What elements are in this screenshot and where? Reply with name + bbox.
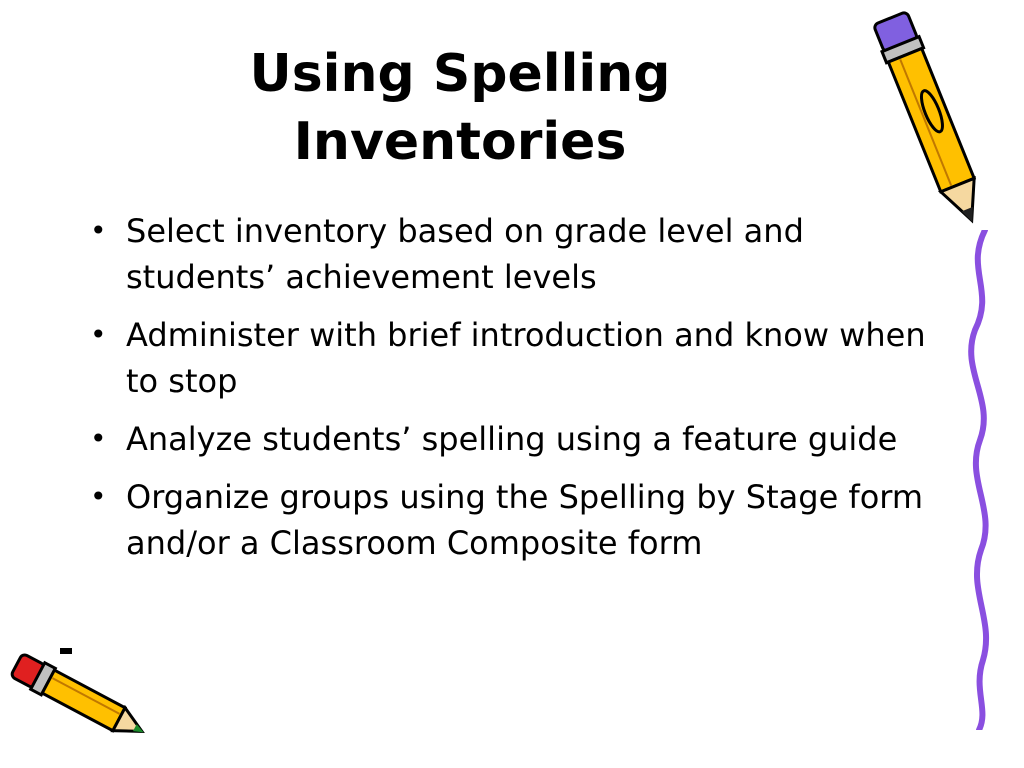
bullet-item: [80, 416, 930, 462]
bullet-dot: •: [90, 214, 107, 247]
bullet-dot: •: [90, 480, 107, 513]
bullet-text: Organize groups using the Spelling by Stage form and/or a Classroom Composite form: [126, 478, 924, 562]
title-line-1: Using Spelling: [249, 44, 671, 104]
bullet-text: Analyze students’ spelling using a feature guide: [126, 420, 898, 458]
bullet-dot: •: [90, 422, 107, 455]
bullet-item: [80, 312, 930, 404]
title-line-2: Inventories: [293, 112, 627, 172]
pencil-icon: [862, 2, 1002, 242]
pencil-icon: [0, 648, 160, 758]
slide-title: [140, 40, 780, 176]
bullet-list: [80, 208, 930, 578]
bullet-item: [80, 208, 930, 300]
bullet-text: Select inventory based on grade level and students’ achievement levels: [126, 212, 804, 296]
bullet-item: [80, 474, 930, 566]
scribble-line-icon: [955, 230, 1005, 730]
bullet-text: Administer with brief introduction and know when to stop: [126, 316, 926, 400]
bullet-dot: •: [90, 318, 107, 351]
